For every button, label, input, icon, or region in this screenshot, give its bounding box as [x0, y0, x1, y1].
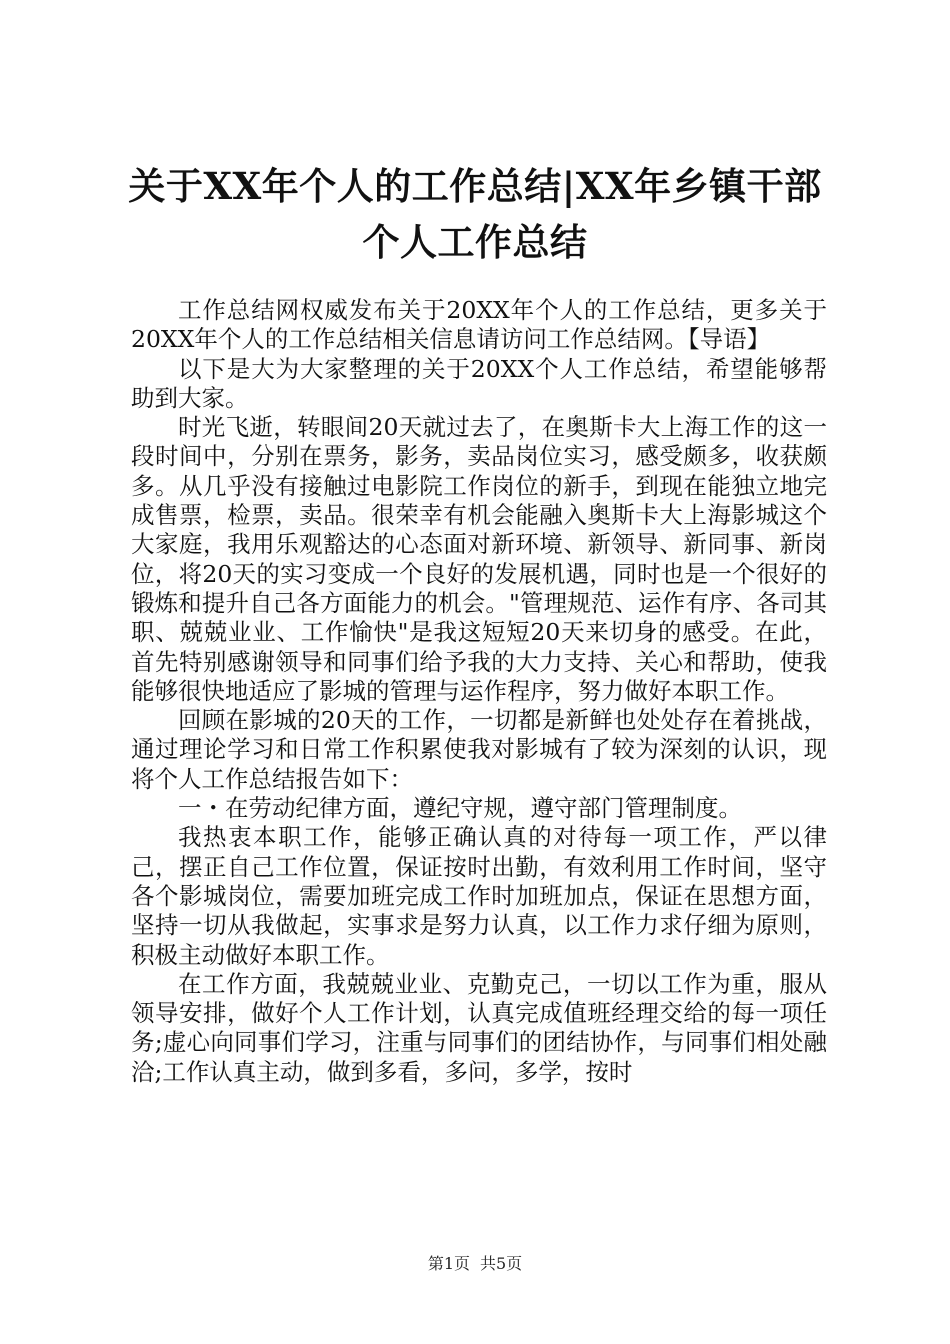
paragraph-intro: 工作总结网权威发布关于20XX年个人的工作总结，更多关于20XX年个人的工作总结相关信息请访问工作总结网。【导语】 [131, 296, 827, 354]
paragraph-preface: 以下是大为大家整理的关于20XX个人工作总结，希望能够帮助到大家。 [131, 354, 827, 412]
paragraph-internship: 时光飞逝，转眼间20天就过去了，在奥斯卡大上海工作的这一段时间中，分别在票务，影务，卖品岗位实习，感受颇多，收获颇多。从几乎没有接触过电影院工作岗位的新手，到现在能独立地完成售票，检票，卖品。很荣幸有机会能融入奥斯卡大上海影城这个大家庭，我用乐观豁达的心态面对新环境、新领导、新同事、新岗位，将20天的实习变成一个良好的发展机遇，同时也是一个很好的锻炼和提升自己各方面能力的机会。"管理规范、运作有序、各司其职、兢兢业业、工作愉快"是我这短短20天来切身的感受。在此，首先特别感谢领导和同事们给予我的大力支持、关心和帮助，使我能够很快地适应了影城的管理与运作程序，努力做好本职工作。 [131, 413, 827, 705]
paragraph-discipline: 我热衷本职工作，能够正确认真的对待每一项工作，严以律己，摆正自己工作位置，保证按时出勤，有效利用工作时间，坚守各个影城岗位，需要加班完成工作时加班加点，保证在思想方面，坚持一切从我做起，实事求是努力认真，以工作力求仔细为原则，积极主动做好本职工作。 [131, 823, 827, 969]
paragraph-work: 在工作方面，我兢兢业业、克勤克己，一切以工作为重，服从领导安排，做好个人工作计划，认真完成值班经理交给的每一项任务;虚心向同事们学习，注重与同事们的团结协作，与同事们相处融洽;工作认真主动，做到多看，多问，多学，按时 [131, 969, 827, 1086]
page-footer [0, 1254, 950, 1274]
paragraph-review: 回顾在影城的20天的工作，一切都是新鲜也处处存在着挑战，通过理论学习和日常工作积累使我对影城有了较为深刻的认识，现将个人工作总结报告如下： [131, 706, 827, 793]
page-number: 第1页 [427, 1254, 470, 1273]
document-title: 关于XX年个人的工作总结|XX年乡镇干部个人工作总结 [128, 164, 822, 264]
page-total: 共5页 [480, 1254, 523, 1273]
document-body [131, 296, 827, 1087]
paragraph-section-heading: 一・在劳动纪律方面，遵纪守规，遵守部门管理制度。 [178, 794, 742, 823]
